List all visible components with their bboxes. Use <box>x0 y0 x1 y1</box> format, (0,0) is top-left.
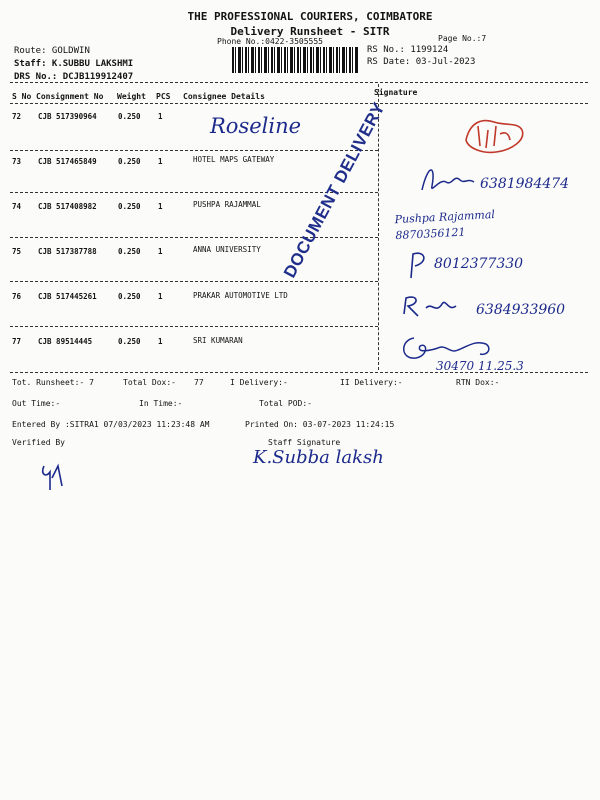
signature-scribble <box>400 292 470 320</box>
rule-header-bottom <box>10 103 588 104</box>
row-weight: 0.250 <box>118 202 141 211</box>
i-delivery: I Delivery:- <box>230 378 288 387</box>
printed-on: Printed On: 03-07-2023 11:24:15 <box>245 420 395 429</box>
rs-number: RS No.: 1199124 <box>367 45 449 55</box>
row-consignee: HOTEL MAPS GATEWAY <box>193 155 275 164</box>
signature-phone: 8012377330 <box>434 256 524 272</box>
row-consignment: CJB 517408982 <box>38 202 97 211</box>
row-consignment: CJB 517445261 <box>38 292 97 301</box>
phone-number: Phone No.:0422-3505555 <box>217 37 323 46</box>
document-delivery-stamp: DOCUMENT DELIVERY <box>280 99 389 281</box>
signature-phone: 6384933960 <box>476 302 566 318</box>
row-divider <box>10 281 378 282</box>
staff-label: Staff: K.SUBBU LAKSHMI <box>14 59 134 69</box>
barcode <box>232 47 358 73</box>
row-weight: 0.250 <box>118 337 141 346</box>
row-consignment: CJB 89514445 <box>38 337 93 346</box>
row-consignee: ANNA UNIVERSITY <box>193 245 261 254</box>
row-weight: 0.250 <box>118 157 141 166</box>
col-consignment: Consignment No <box>36 92 104 101</box>
col-pcs: PCS <box>156 92 171 101</box>
row-sno: 77 <box>12 337 22 346</box>
row-pcs: 1 <box>158 337 163 346</box>
col-consignee: Consignee Details <box>183 92 265 101</box>
row-handwriting: Roseline <box>210 114 302 138</box>
row-pcs: 1 <box>158 112 163 121</box>
row-sno: 76 <box>12 292 22 301</box>
row-weight: 0.250 <box>118 292 141 301</box>
row-consignee: PRAKAR AUTOMOTIVE LTD <box>193 291 288 300</box>
route-label: Route: GOLDWIN <box>14 46 90 56</box>
row-sno: 74 <box>12 202 22 211</box>
row-pcs: 1 <box>158 202 163 211</box>
col-weight: Weight <box>117 92 146 101</box>
entered-by: Entered By :SITRA1 07/03/2023 11:23:48 AM <box>12 420 210 429</box>
company-name: THE PROFESSIONAL COURIERS, COIMBATORE <box>187 10 433 23</box>
runsheet-title: Delivery Runsheet - SITR <box>230 25 390 38</box>
rtn-dox: RTN Dox:- <box>456 378 500 387</box>
staff-signature-label: Staff Signature <box>268 438 341 447</box>
staff-signature-hand: K.Subba laksh <box>253 447 384 468</box>
row-sno: 73 <box>12 157 22 166</box>
row-sno: 72 <box>12 112 22 121</box>
row-pcs: 1 <box>158 247 163 256</box>
signature-phone: 6381984474 <box>480 176 570 192</box>
drs-number: DRS No.: DCJB119912407 <box>14 72 134 82</box>
row-consignment: CJB 517387788 <box>38 247 97 256</box>
signature-scribble <box>405 248 435 280</box>
row-divider <box>10 150 378 151</box>
col-sno: S No <box>12 92 32 101</box>
rs-date: RS Date: 03-Jul-2023 <box>367 57 476 67</box>
rule-top <box>10 82 588 83</box>
row-consignment: CJB 517465849 <box>38 157 97 166</box>
row-sno: 75 <box>12 247 22 256</box>
row-divider <box>10 237 378 238</box>
ii-delivery: II Delivery:- <box>340 378 403 387</box>
verifier-signature <box>38 460 68 494</box>
total-dox-value: 77 <box>194 378 204 387</box>
row-pcs: 1 <box>158 292 163 301</box>
row-weight: 0.250 <box>118 247 141 256</box>
signature-phone: Pushpa Rajammal 8870356121 <box>394 207 496 243</box>
page-number: Page No.:7 <box>438 34 487 43</box>
row-pcs: 1 <box>158 157 163 166</box>
row-consignee: SRI KUMARAN <box>193 336 243 345</box>
row-consignment: CJB 517390964 <box>38 112 97 121</box>
total-pod: Total POD:- <box>259 399 312 408</box>
verified-by: Verified By <box>12 438 65 447</box>
row-divider <box>10 326 378 327</box>
total-dox-label: Total Dox:- <box>123 378 176 387</box>
in-time: In Time:- <box>139 399 183 408</box>
col-signature: Signature <box>374 88 418 97</box>
out-time: Out Time:- <box>12 399 61 408</box>
red-signature-mark <box>460 112 530 157</box>
row-weight: 0.250 <box>118 112 141 121</box>
tot-runsheet: Tot. Runsheet:- 7 <box>12 378 94 387</box>
signature-scribble <box>418 160 478 200</box>
signature-date: 30470 11.25.3 <box>436 359 524 373</box>
row-consignee: PUSHPA RAJAMMAL <box>193 200 261 209</box>
